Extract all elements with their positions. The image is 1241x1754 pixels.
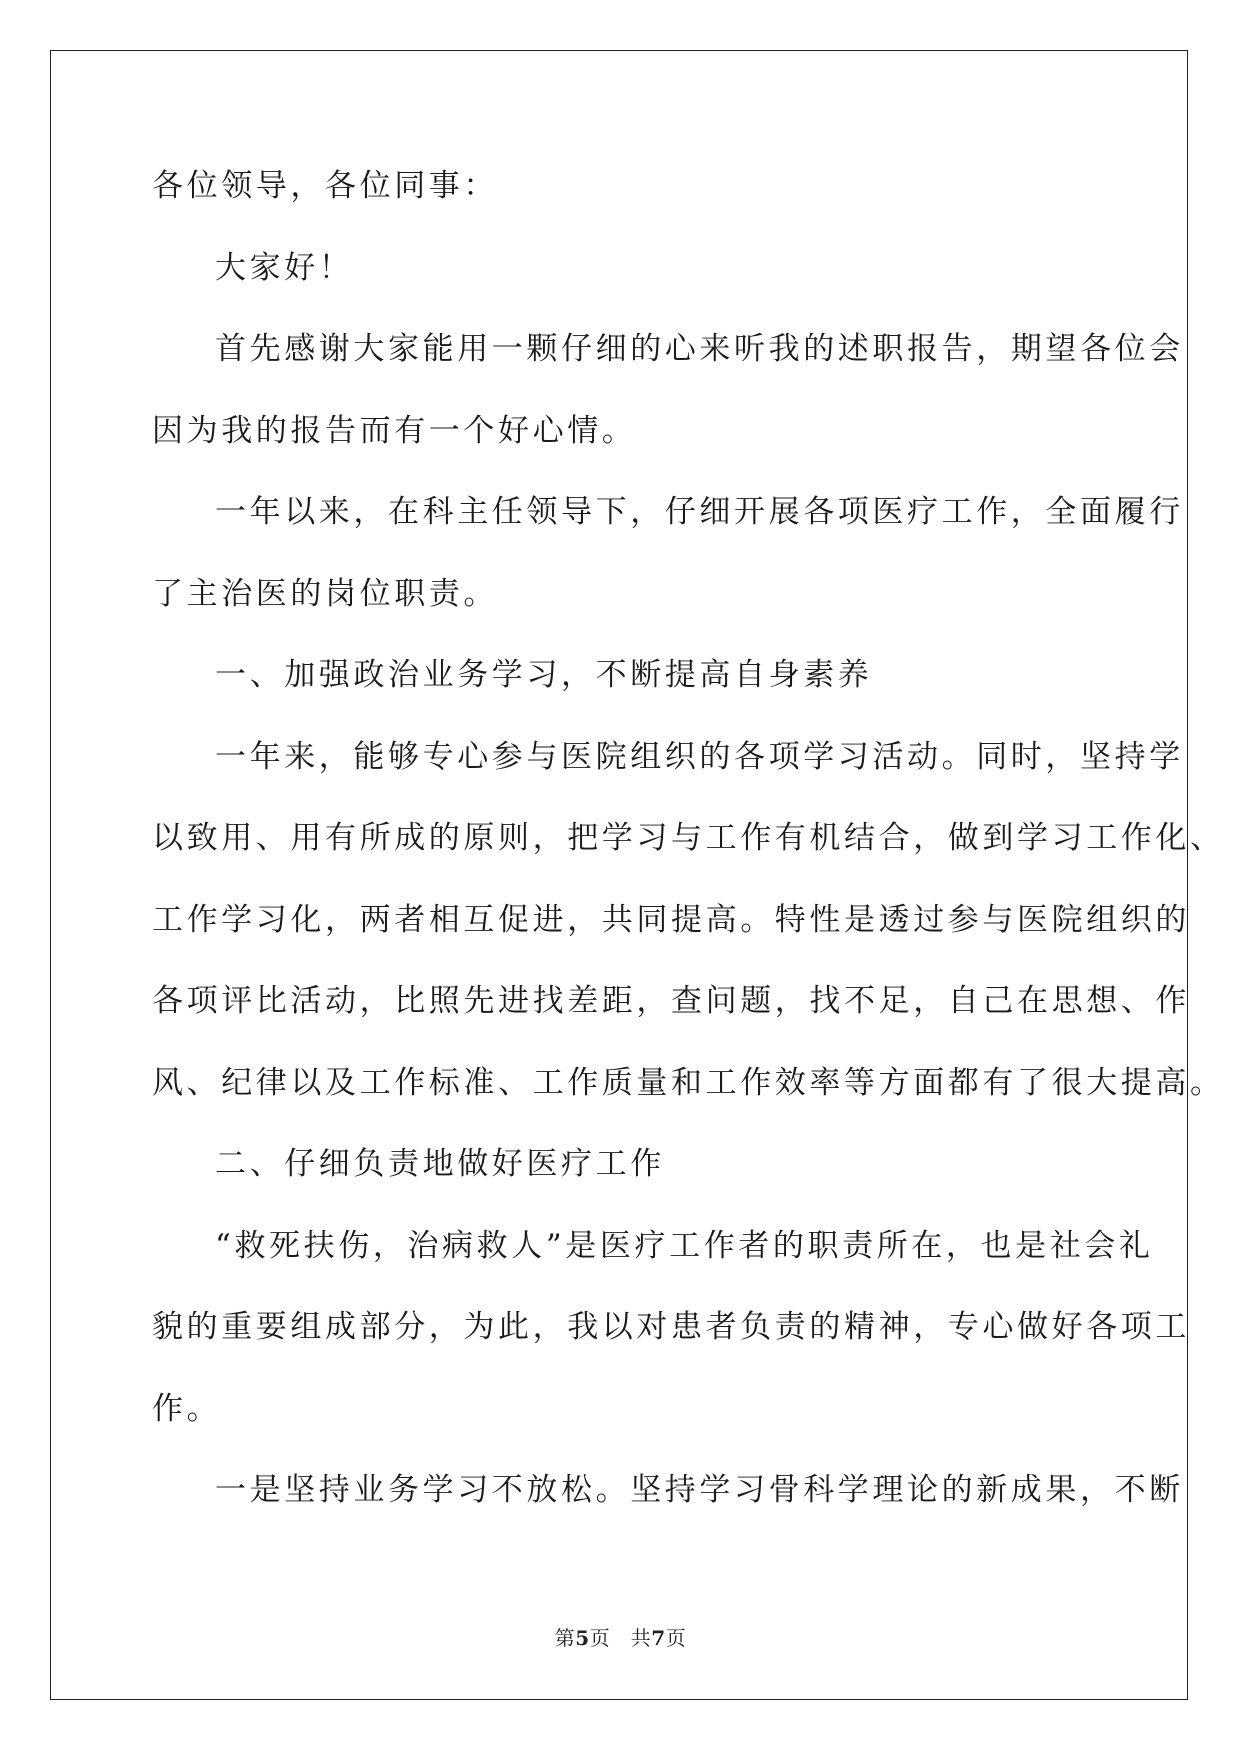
section-heading: 一、加强政治业务学习，不断提高自身素养 (215, 657, 873, 693)
text-line: 一是坚持业务学习不放松。坚持学习骨科学理论的新成果，不断 (215, 1472, 1184, 1508)
text-line: 首先感谢大家能用一颗仔细的心来听我的述职报告，期望各位会 (215, 331, 1184, 367)
text-line: 风、纪律以及工作标准、工作质量和工作效率等方面都有了很大提高。 (152, 1064, 1225, 1101)
footer-total-prefix: 共 (630, 1626, 652, 1650)
total-pages-number: 7 (651, 1626, 666, 1650)
footer-total-suffix: 页 (665, 1626, 687, 1650)
text-line: 大家好！ (215, 249, 354, 286)
text-line: 貌的重要组成部分，为此，我以对患者负责的精神，专心做好各项工 (152, 1309, 1190, 1345)
document-body (152, 166, 1225, 1552)
text-line: 作。 (152, 1390, 222, 1427)
page-footer (0, 1622, 1241, 1651)
text-line: 各项评比活动，比照先进找差距，查问题，找不足，自己在思想、作 (152, 983, 1190, 1019)
text-line: 一年来，能够专心参与医院组织的各项学习活动。同时，坚持学 (215, 738, 1184, 775)
section-heading: 二、仔细负责地做好医疗工作 (215, 1146, 665, 1182)
text-line: “救死扶伤，治病救人”是医疗工作者的职责所在，也是社会礼 (215, 1227, 1154, 1264)
text-line: 工作学习化，两者相互促进，共同提高。特性是透过参与医院组织的 (152, 901, 1190, 938)
footer-prefix: 第 (554, 1626, 576, 1650)
current-page-number: 5 (575, 1626, 590, 1650)
text-line: 了主治医的岗位职责。 (152, 575, 498, 612)
text-line: 因为我的报告而有一个好心情。 (152, 412, 637, 449)
text-line: 各位领导，各位同事： (152, 168, 498, 204)
text-line: 以致用、用有所成的原则，把学习与工作有机结合，做到学习工作化、 (152, 820, 1225, 856)
text-line: 一年以来，在科主任领导下，仔细开展各项医疗工作，全面履行 (215, 494, 1184, 530)
footer-page-word: 页 (589, 1626, 611, 1650)
